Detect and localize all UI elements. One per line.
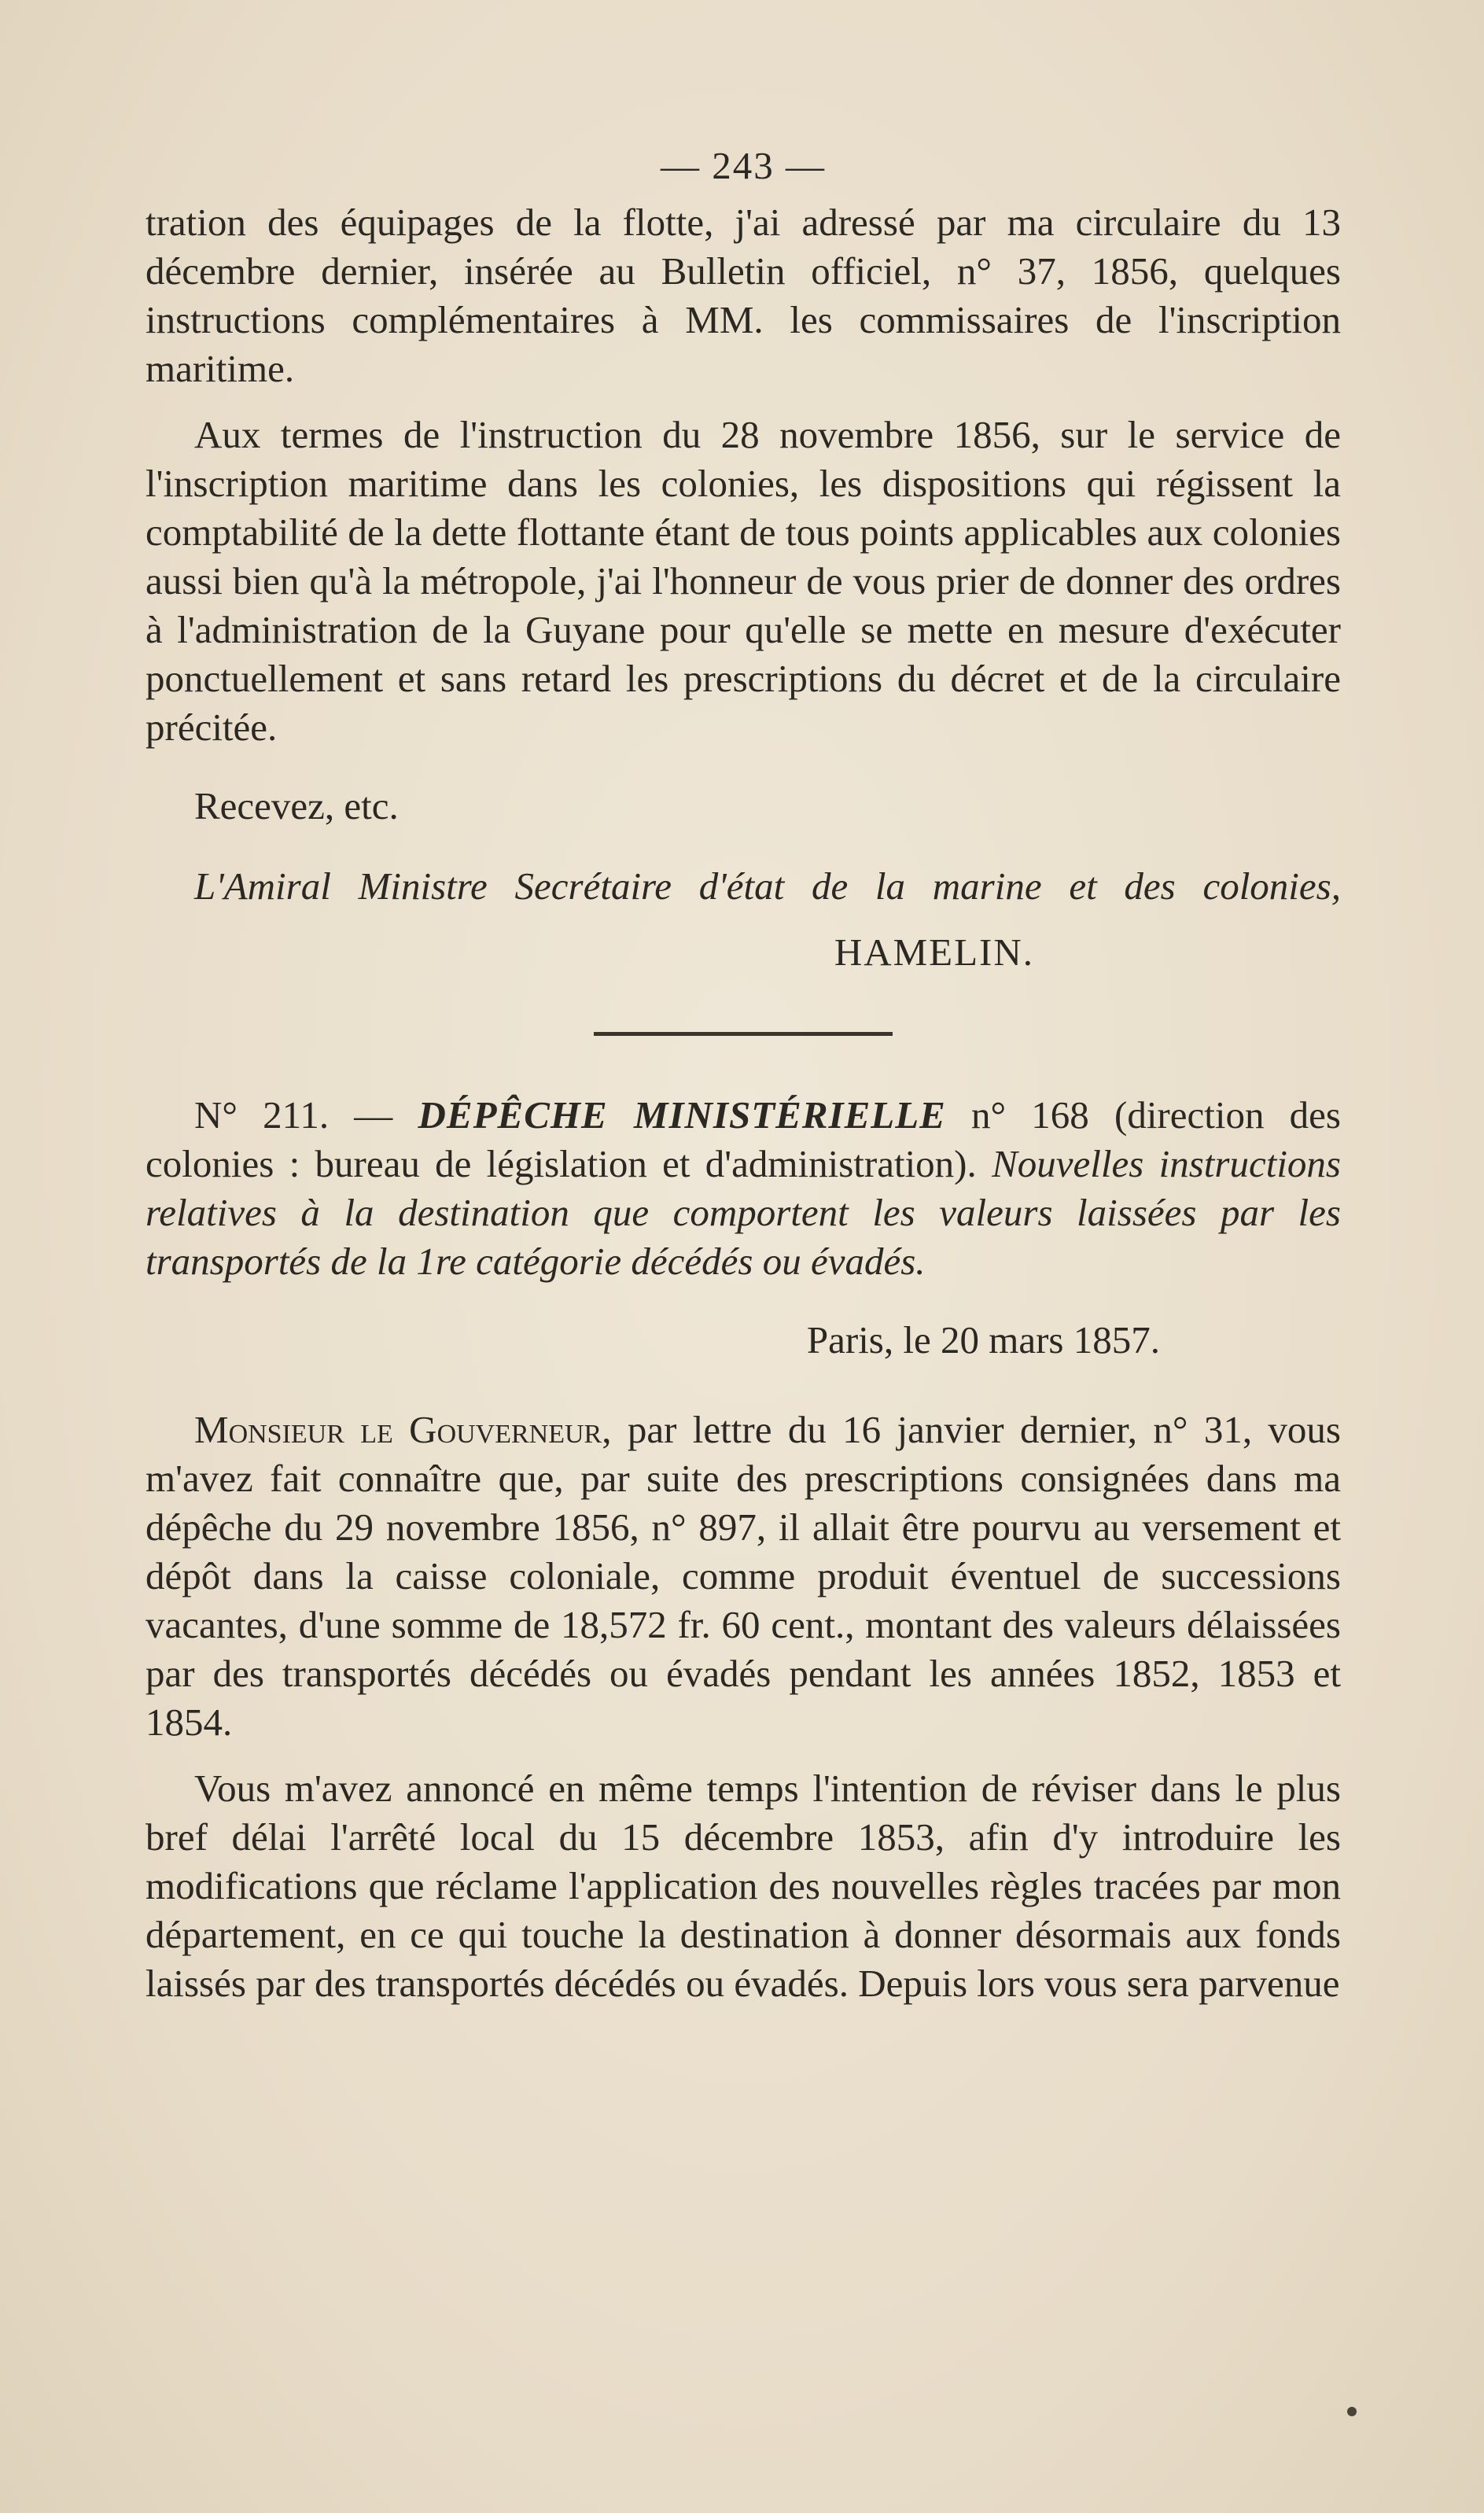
- letter-paragraph-1-text: par lettre du 16 janvier dernier, n° 31, vous m'avez fait connaître que, par suite des prescriptions consignées dans ma dépêche du 29 novembre 1856, n° 897, il allait être pourvu au versement et dépôt dans la caisse coloniale, comme produit éventuel de successions vacantes, d'une somme de 18,572 fr. 60 cent., montant des valeurs délaissées par des transportés décédés ou évadés pendant les années 1852, 1853 et 1854.: [145, 1408, 1342, 1744]
- closing-formula: Recevez, etc.: [194, 784, 399, 827]
- section-subtitle: Nouvelles instructions relatives à la destination que comportent les valeurs laissées par les transportés de la 1re catégorie décédés ou évadés.: [145, 1142, 1341, 1283]
- salutation: Monsieur le Gouverneur,: [194, 1408, 612, 1451]
- page-content: [145, 142, 1341, 2008]
- ink-speck: [1347, 2407, 1357, 2416]
- letter-paragraph-2: Vous m'avez annoncé en même temps l'intention de réviser dans le plus bref délai l'arrêté local du 15 décembre 1853, afin d'y introduire les modifications que réclame l'application des nouvelles règles tracées par mon département, en ce qui touche la destination à donner désormais aux fonds laissés par des transportés décédés ou évadés. Depuis lors vous sera parvenue: [145, 1767, 1341, 2005]
- paragraph-continuation: tration des équipages de la flotte, j'ai adressé par ma circulaire du 13 décembre dernier, insérée au Bulletin officiel, n° 37, 1856, quelques instructions complémentaires à MM. les commissaires de l'inscription maritime.: [145, 201, 1341, 390]
- signature-name: HAMELIN.: [834, 930, 1034, 974]
- section-number: N° 211. —: [194, 1093, 393, 1137]
- page-number: — 243 —: [661, 144, 826, 187]
- paragraph-instruction: Aux termes de l'instruction du 28 novembre 1856, sur le service de l'inscription maritime dans les colonies, les dispositions qui régissent la comptabilité de la dette flottante étant de tous points applicables aux colonies aussi bien qu'à la métropole, j'ai l'honneur de vous prier de donner des ordres à l'administration de la Guyane pour qu'elle se mette en mesure d'exécuter ponctuellement et sans retard les prescriptions du décret et de la circulaire précitée.: [145, 413, 1341, 749]
- letter-paragraph-1: [145, 1406, 1341, 1747]
- section-divider: [594, 1032, 893, 1036]
- date-line: Paris, le 20 mars 1857.: [806, 1318, 1160, 1362]
- section-heading: [145, 1091, 1341, 1286]
- section-reference: n° 168 (direction des colonies : bureau de législation et d'administration).: [145, 1093, 1341, 1185]
- signature-title: L'Amiral Ministre Secrétaire d'état de la marine et des colonies,: [194, 864, 1341, 908]
- section-title: DÉPÊCHE MINISTÉRIELLE: [418, 1093, 946, 1137]
